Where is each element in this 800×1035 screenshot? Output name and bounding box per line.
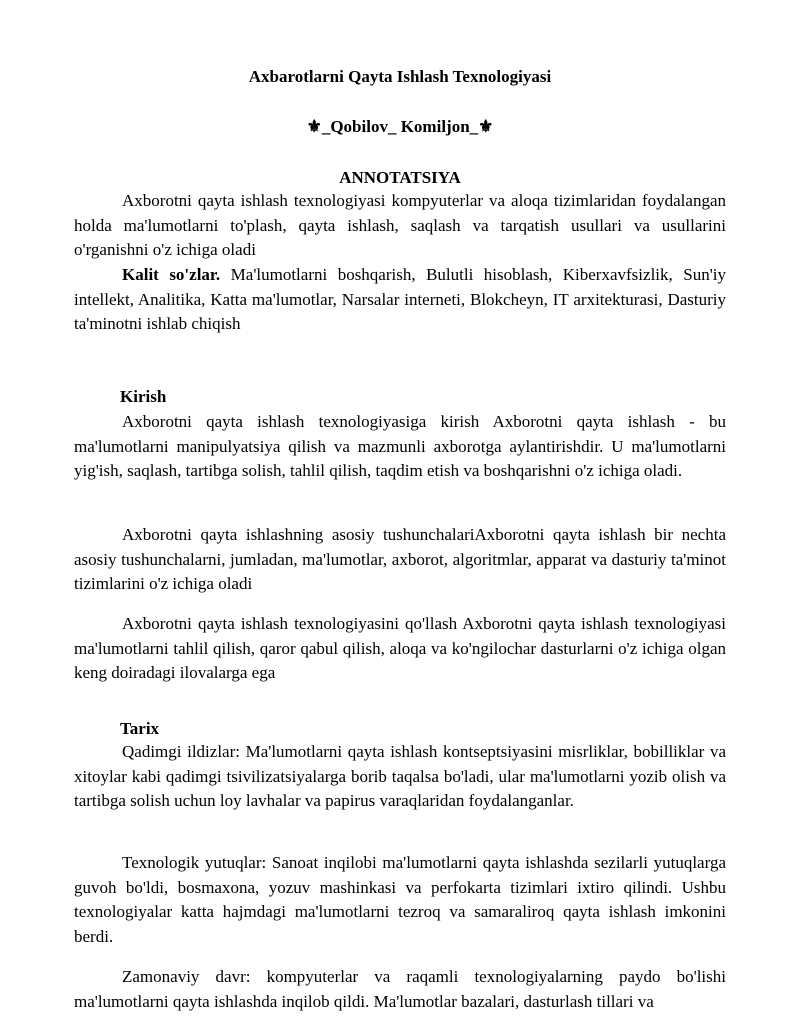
keywords-label: Kalit so'zlar. — [122, 265, 221, 284]
history-paragraph-2: Texnologik yutuqlar: Sanoat inqilobi ma'lumotlarni qayta ishlashda sezilarli yutuqlarga guvoh bo'ldi, bosmaxona, yozuv mashinkasi va perfokarta tizimlari ixtiro qilindi. Ushbu texnologiyalar katta hajmdagi ma'lumotlarni tezroq va samaraliroq qayta ishlash imkonini berdi. — [74, 853, 726, 946]
annotation-paragraph: Axborotni qayta ishlash texnologiyasi kompyuterlar va aloqa tizimlaridan foydalangan holda ma'lumotlarni to'plash, qayta ishlash, saqlash va tarqatish usullari va usullarini o'rganishni o'z ichiga oladi — [74, 191, 726, 259]
intro-paragraph-2: Axborotni qayta ishlashning asosiy tushunchalariAxborotni qayta ishlash bir nechta asosiy tushunchalarni, jumladan, ma'lumotlar, axborot, algoritmlar, apparat va dasturiy ta'minot tizimlarini o'z ichiga oladi — [74, 525, 726, 593]
annotation-heading: ANNOTATSIYA — [339, 168, 461, 187]
history-paragraph-3: Zamonaviy davr: kompyuterlar va raqamli texnologiyalarning paydo bo'lishi ma'lumotlarni qayta ishlashda inqilob qildi. Ma'lumotlar bazalari, dasturlash tillari va — [74, 967, 726, 1011]
keywords-paragraph — [74, 263, 726, 337]
history-paragraph-1: Qadimgi ildizlar: Ma'lumotlarni qayta ishlash kontseptsiyasini misrliklar, bobilliklar va xitoylar kabi qadimgi tsivilizatsiyalarga borib taqalsa bo'ladi, ular ma'lumotlarni yozib olish va tartibga solish uchun loy lavhalar va papirus varaqlaridan foydalanganlar. — [74, 742, 726, 810]
keywords-text: Ma'lumotlarni boshqarish, Bulutli hisoblash, Kiberxavfsizlik, Sun'iy intellekt, Analitika, Katta ma'lumotlar, Narsalar interneti, Blokcheyn, IT arxitekturasi, Dasturiy ta'minotni ishlab chiqish — [74, 265, 726, 333]
intro-heading: Kirish — [120, 387, 167, 406]
history-heading: Tarix — [120, 719, 160, 738]
intro-paragraph-3: Axborotni qayta ishlash texnologiyasini qo'llash Axborotni qayta ishlash texnologiyasi ma'lumotlarni tahlil qilish, qaror qabul qilish, aloqa va ko'ngilochar dasturlarni o'z ichiga olgan keng doiradagi ilovalarga ega — [74, 614, 726, 682]
author-name: ⚜_Qobilov_ Komiljon_⚜ — [306, 117, 494, 136]
document-title: Axbarotlarni Qayta Ishlash Texnologiyasi — [248, 67, 552, 86]
intro-paragraph-1: Axborotni qayta ishlash texnologiyasiga kirish Axborotni qayta ishlash - bu ma'lumotlarni manipulyatsiya qilish va mazmunli axborotga aylantirishdir. U ma'lumotlarni yig'ish, saqlash, tartibga solish, tahlil qilish, taqdim etish va boshqarishni o'z ichiga oladi. — [74, 412, 726, 480]
